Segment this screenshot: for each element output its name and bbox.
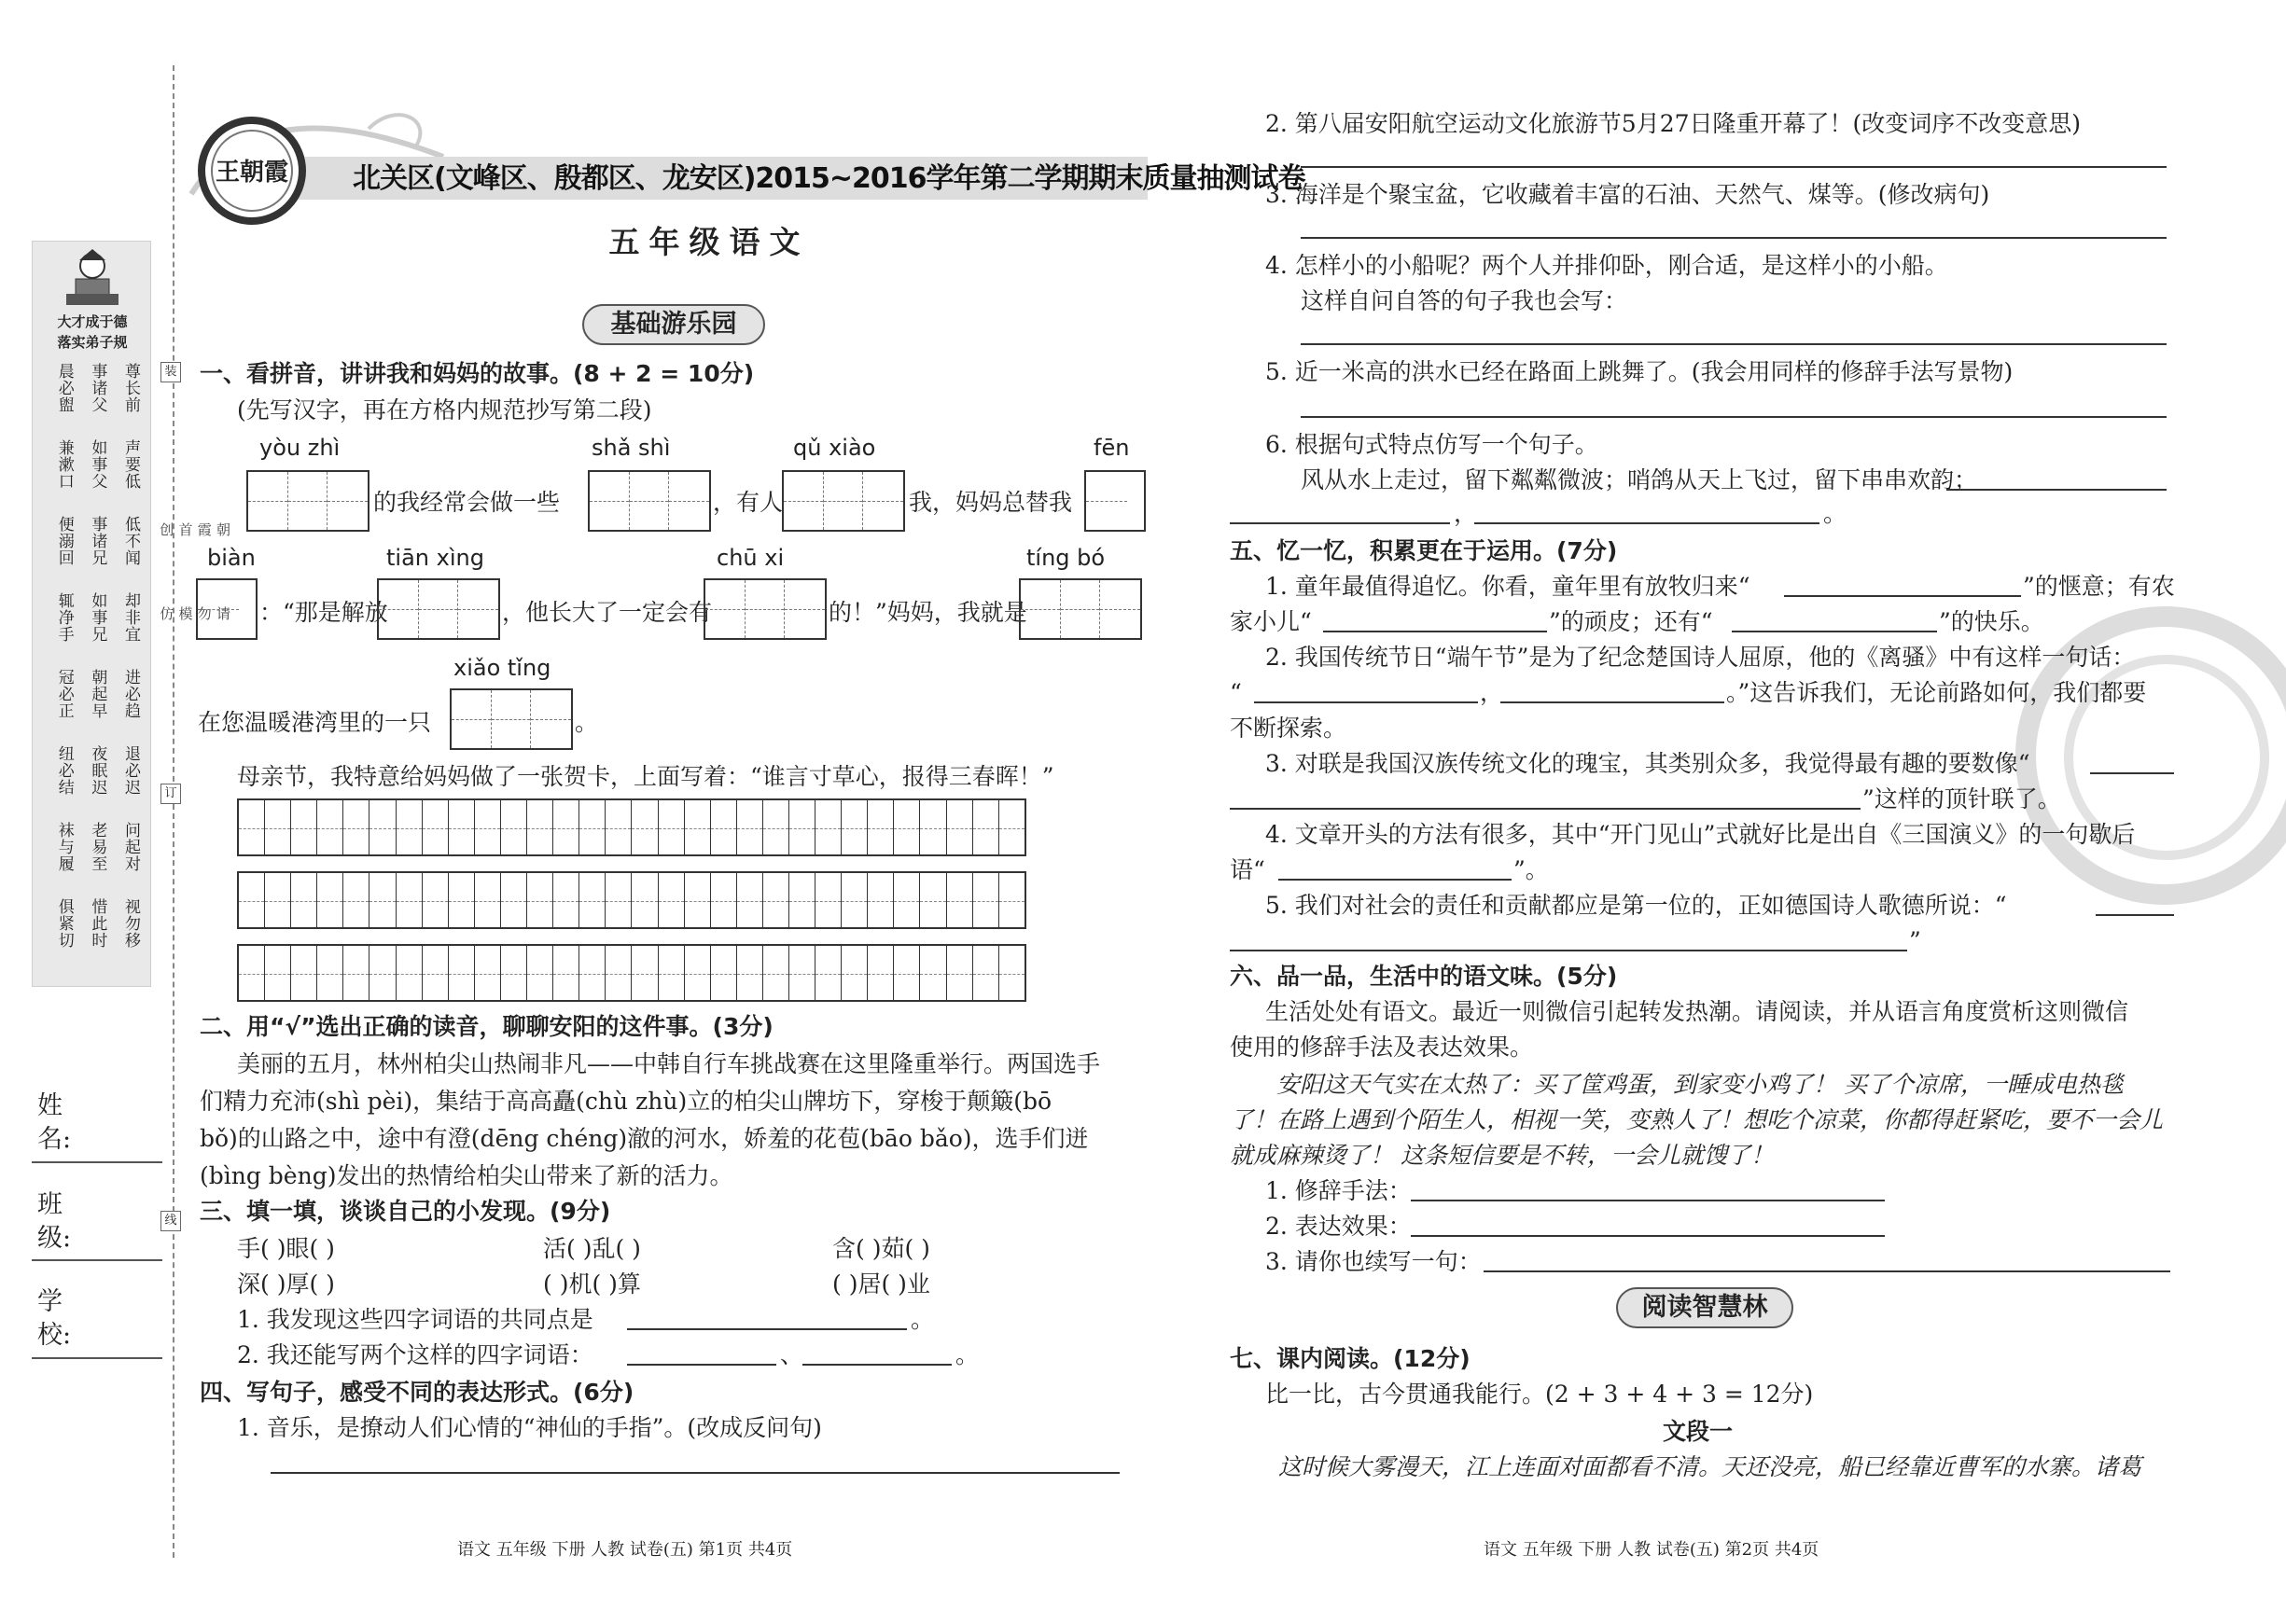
pinyin: qǔ xiào: [793, 435, 876, 461]
q5-text: 2. 我国传统节日“端午节”是为了纪念楚国诗人屈原，他的《离骚》中有这样一句话：: [1265, 644, 2136, 671]
q5-heading: 五、忆一忆，积累更在于运用。(7分): [1230, 537, 1618, 564]
exam-title: 北关区(文峰区、殷都区、龙安区)2015~2016学年第二学期期末质量抽测试卷: [353, 162, 1305, 195]
q3-blank[interactable]: ( )居( )业: [832, 1270, 930, 1298]
q3-statement-1: 1. 我发现这些四字词语的共同点是: [237, 1306, 593, 1333]
q4-question-3: 3. 海洋是个聚宝盆，它收藏着丰富的石油、天然气、煤等。(修改病句): [1265, 181, 1990, 208]
binding-line: [173, 65, 174, 1558]
answer-box[interactable]: [1019, 578, 1142, 640]
q1-text: ，他长大了一定会有: [502, 599, 713, 626]
pinyin: tíng bó: [1026, 545, 1106, 571]
q3-blank[interactable]: 含( )茹( ): [832, 1235, 930, 1262]
q3-blank[interactable]: 手( )眼( ): [237, 1235, 335, 1262]
q1-text: 我，妈妈总替我: [909, 489, 1073, 516]
answer-line[interactable]: [1411, 1200, 1885, 1201]
period: 。: [911, 1306, 935, 1333]
q5-text: ”: [1909, 927, 1921, 954]
answer-line[interactable]: [1323, 631, 1547, 632]
q7-heading: 七、课内阅读。(12分): [1230, 1345, 1471, 1372]
answer-box[interactable]: [450, 688, 573, 750]
q5-text: 5. 我们对社会的责任和贡献都应是第一位的，正如德国诗人歌德所说：“: [1265, 892, 2007, 919]
pinyin: chū xi: [717, 545, 785, 571]
answer-line[interactable]: [1474, 522, 1819, 524]
q3-blank[interactable]: ( )机( )算: [543, 1270, 641, 1298]
rule-row: 兼漱口 如事父 声要低: [54, 439, 140, 490]
q6-intro: 使用的修辞手法及表达效果。: [1230, 1034, 1534, 1061]
answer-line[interactable]: [1230, 950, 1907, 951]
answer-line[interactable]: [627, 1364, 776, 1366]
q1-heading: 一、看拼音，讲讲我和妈妈的故事。(8 + 2 = 10分): [200, 360, 755, 387]
pinyin: fēn: [1094, 435, 1130, 461]
q6-sub-2: 2. 表达效果：: [1265, 1213, 1412, 1240]
scholar-figure-icon: [63, 247, 122, 311]
q2-line: bǒ)的山路之中，途中有澄(dēng chéng)澈的河水，娇羞的花苞(bāo bǎo)，选手们迸: [200, 1125, 1089, 1152]
class-field[interactable]: [32, 1259, 162, 1261]
brand-note: 朝霞首创: [158, 522, 231, 536]
passage-text: 这时候大雾漫天，江上连面对面都看不清。天还没亮，船已经靠近曹军的水寨。诸葛: [1278, 1453, 2142, 1480]
period: 。: [955, 1341, 980, 1368]
answer-line[interactable]: [1254, 701, 1478, 703]
answer-line[interactable]: [1230, 522, 1450, 524]
copy-note: 请勿模仿: [158, 606, 231, 620]
q3-statement-2: 2. 我还能写两个这样的四字词语：: [237, 1341, 593, 1368]
answer-box[interactable]: [588, 470, 711, 532]
school-label: 学 校:: [37, 1287, 72, 1351]
period: 。: [1823, 500, 1847, 527]
answer-line[interactable]: [1500, 701, 1724, 703]
page-footer-left: 语文 五年级 下册 人教 试卷(五) 第1页 共4页: [457, 1540, 793, 1560]
separator: 、: [780, 1341, 804, 1368]
binding-mark: 订: [160, 784, 181, 804]
q1-text: ：“那是解放: [259, 599, 388, 626]
q5-text: 4. 文章开头的方法有很多，其中“开门见山”式就好比是出自《三国演义》的一句歇后: [1265, 821, 2136, 848]
rule-row: 晨必盥 事诸父 尊长前: [54, 363, 140, 413]
q5-text: 1. 童年最值得追忆。你看，童年里有放牧归来“: [1265, 573, 1750, 600]
q1-text: ，有人: [713, 489, 784, 516]
answer-box[interactable]: [196, 578, 258, 640]
q5-text: 家小儿“: [1230, 608, 1312, 635]
passage-title: 文段一: [1663, 1418, 1734, 1445]
section-banner-basics: 基础游乐园: [582, 304, 765, 345]
q4-heading: 四、写句子，感受不同的表达形式。(6分): [200, 1379, 634, 1406]
q7-sub: 比一比，古今贯通我能行。(2 + 3 + 4 + 3 = 12分): [1265, 1381, 1814, 1408]
rule-row: 纽必结 夜眠迟 退必迟: [54, 745, 140, 796]
answer-line[interactable]: [1301, 166, 2167, 168]
section-banner-reading: 阅读智慧林: [1616, 1287, 1793, 1328]
separator: ，: [1454, 500, 1478, 527]
answer-line[interactable]: [1484, 1270, 2170, 1272]
brand-logo-text: 王朝霞: [211, 130, 293, 212]
q5-text: ，: [1480, 679, 1504, 706]
answer-box[interactable]: [246, 470, 369, 532]
rule-row: 俱紧切 惜此时 视勿移: [54, 898, 140, 949]
q4-question-4: 4. 怎样小的小船呢？两个人并排仰卧，刚合适，是这样小的小船。: [1265, 252, 1948, 279]
name-label: 姓 名:: [37, 1091, 72, 1155]
answer-line[interactable]: [2090, 772, 2174, 774]
q2-line: (bìng bèng)发出的热情给柏尖山带来了新的活力。: [200, 1162, 733, 1189]
motto-panel: [32, 241, 151, 987]
page-footer-right: 语文 五年级 下册 人教 试卷(五) 第2页 共4页: [1484, 1540, 1819, 1560]
q4-question-4-prompt: 这样自问自答的句子我也会写：: [1301, 287, 1628, 314]
q5-text: 。”这告诉我们，无论前路如何，我们都要: [1726, 679, 2147, 706]
q2-heading: 二、用“√”选出正确的读音，聊聊安阳的这件事。(3分): [200, 1013, 774, 1040]
answer-line[interactable]: [1784, 595, 2021, 597]
answer-box[interactable]: [1084, 470, 1146, 532]
q5-text: ”的惬意；有农: [2023, 573, 2175, 600]
class-label: 班 级:: [37, 1190, 72, 1254]
q5-text: “: [1230, 679, 1242, 706]
q1-text: 的我经常会做一些: [373, 489, 561, 516]
pinyin: biàn: [207, 545, 256, 571]
answer-line[interactable]: [1732, 631, 1937, 632]
q5-text: ”这样的顶针联了。: [1862, 785, 2061, 812]
rule-row: 便溺回 事诸兄 低不闻: [54, 516, 140, 566]
answer-line[interactable]: [2096, 914, 2174, 916]
q4-question-1: 1. 音乐，是撩动人们心情的“神仙的手指”。(改成反问句): [237, 1414, 822, 1441]
answer-line[interactable]: [1230, 808, 1861, 810]
q5-text: ”的顽皮；还有“: [1549, 608, 1713, 635]
pinyin: yòu zhì: [259, 435, 341, 461]
answer-box[interactable]: [782, 470, 905, 532]
q5-text: 不断探索。: [1230, 715, 1347, 742]
name-field[interactable]: [32, 1161, 162, 1163]
q6-quote: 安阳这天气实在太热了：买了筐鸡蛋，到家变小鸡了！ 买了个凉席，一睡成电热毯: [1276, 1071, 2124, 1098]
answer-line[interactable]: [1301, 416, 2167, 418]
q6-sub-1: 1. 修辞手法：: [1265, 1177, 1412, 1204]
q2-line: 们精力充沛(shì pèi)，集结于高高矗(chù zhù)立的柏尖山牌坊下，穿梭于颠簸(bō: [200, 1088, 1052, 1115]
binding-mark: 线: [160, 1211, 181, 1231]
q1-text: 在您温暖港湾里的一只: [198, 709, 432, 736]
answer-box[interactable]: [377, 578, 500, 640]
answer-box[interactable]: [704, 578, 827, 640]
rule-row: 袜与履 老易至 问起对: [54, 822, 140, 872]
q6-heading: 六、品一品，生活中的语文味。(5分): [1230, 963, 1618, 990]
motto-line-2: 落实弟子规: [57, 334, 128, 351]
q1-text: 的！”妈妈，我就是: [829, 599, 1027, 626]
pinyin: shǎ shì: [592, 435, 671, 461]
rule-row: 冠必正 朝起早 进必趋: [54, 669, 140, 719]
copy-grid-row[interactable]: [237, 944, 1026, 1002]
answer-line[interactable]: [1946, 489, 2167, 491]
q5-text: 语“: [1230, 856, 1265, 883]
copy-grid-row[interactable]: [237, 871, 1026, 929]
pinyin: tiān xìng: [386, 545, 484, 571]
rule-row: 辄净手 如事兄 却非宜: [54, 592, 140, 643]
copy-grid-row[interactable]: [237, 798, 1026, 856]
q5-text: ”。: [1513, 856, 1549, 883]
q2-line: 美丽的五月，林州柏尖山热闹非凡——中韩自行车挑战赛在这里隆重举行。两国选手: [237, 1050, 1101, 1077]
answer-line[interactable]: [802, 1364, 952, 1366]
answer-line[interactable]: [271, 1472, 1120, 1474]
q3-blank[interactable]: 深( )厚( ): [237, 1270, 335, 1298]
q6-quote: 就成麻辣烫了！ 这条短信要是不转，一会儿就馊了！: [1230, 1142, 1774, 1169]
answer-line[interactable]: [1411, 1235, 1885, 1237]
school-field[interactable]: [32, 1357, 162, 1359]
motto-line-1: 大才成于德: [57, 313, 128, 330]
q3-heading: 三、填一填，谈谈自己的小发现。(9分): [200, 1198, 611, 1225]
q1-text: 。: [575, 709, 599, 736]
answer-line[interactable]: [1301, 237, 2167, 239]
q5-text: ”的快乐。: [1939, 608, 2044, 635]
answer-line[interactable]: [1278, 879, 1512, 881]
answer-line[interactable]: [627, 1328, 907, 1330]
q1-note: (先写汉字，再在方格内规范抄写第二段): [237, 396, 652, 423]
subject-title: 五年级语文: [608, 224, 810, 260]
binding-mark: 装: [160, 362, 181, 382]
q4-question-5: 5. 近一米高的洪水已经在路面上跳舞了。(我会用同样的修辞手法写景物): [1265, 358, 2014, 385]
q6-sub-3: 3. 请你也续写一句：: [1265, 1248, 1482, 1275]
pinyin: xiǎo tǐng: [453, 655, 551, 681]
q5-text: 3. 对联是我国汉族传统文化的瑰宝，其类别众多，我觉得最有趣的要数像“: [1265, 750, 2030, 777]
answer-line[interactable]: [1301, 343, 2167, 345]
q4-question-6-example: 风从水上走过，留下粼粼微波；哨鸽从天上飞过，留下串串欢韵；: [1301, 466, 1978, 493]
q6-intro: 生活处处有语文。最近一则微信引起转发热潮。请阅读，并从语言角度赏析这则微信: [1265, 998, 2129, 1025]
q6-quote: 了！在路上遇到个陌生人，相视一笑，变熟人了！想吃个凉菜，你都得赶紧吃，要不一会儿: [1230, 1106, 2164, 1133]
brand-logo: [198, 117, 306, 225]
q1-paragraph: 母亲节，我特意给妈妈做了一张贺卡，上面写着：“谁言寸草心，报得三春晖！”: [237, 763, 1054, 790]
q4-question-6: 6. 根据句式特点仿写一个句子。: [1265, 431, 1598, 458]
q4-question-2: 2. 第八届安阳航空运动文化旅游节5月27日隆重开幕了！(改变词序不改变意思): [1265, 110, 2082, 137]
q3-blank[interactable]: 活( )乱( ): [543, 1235, 641, 1262]
